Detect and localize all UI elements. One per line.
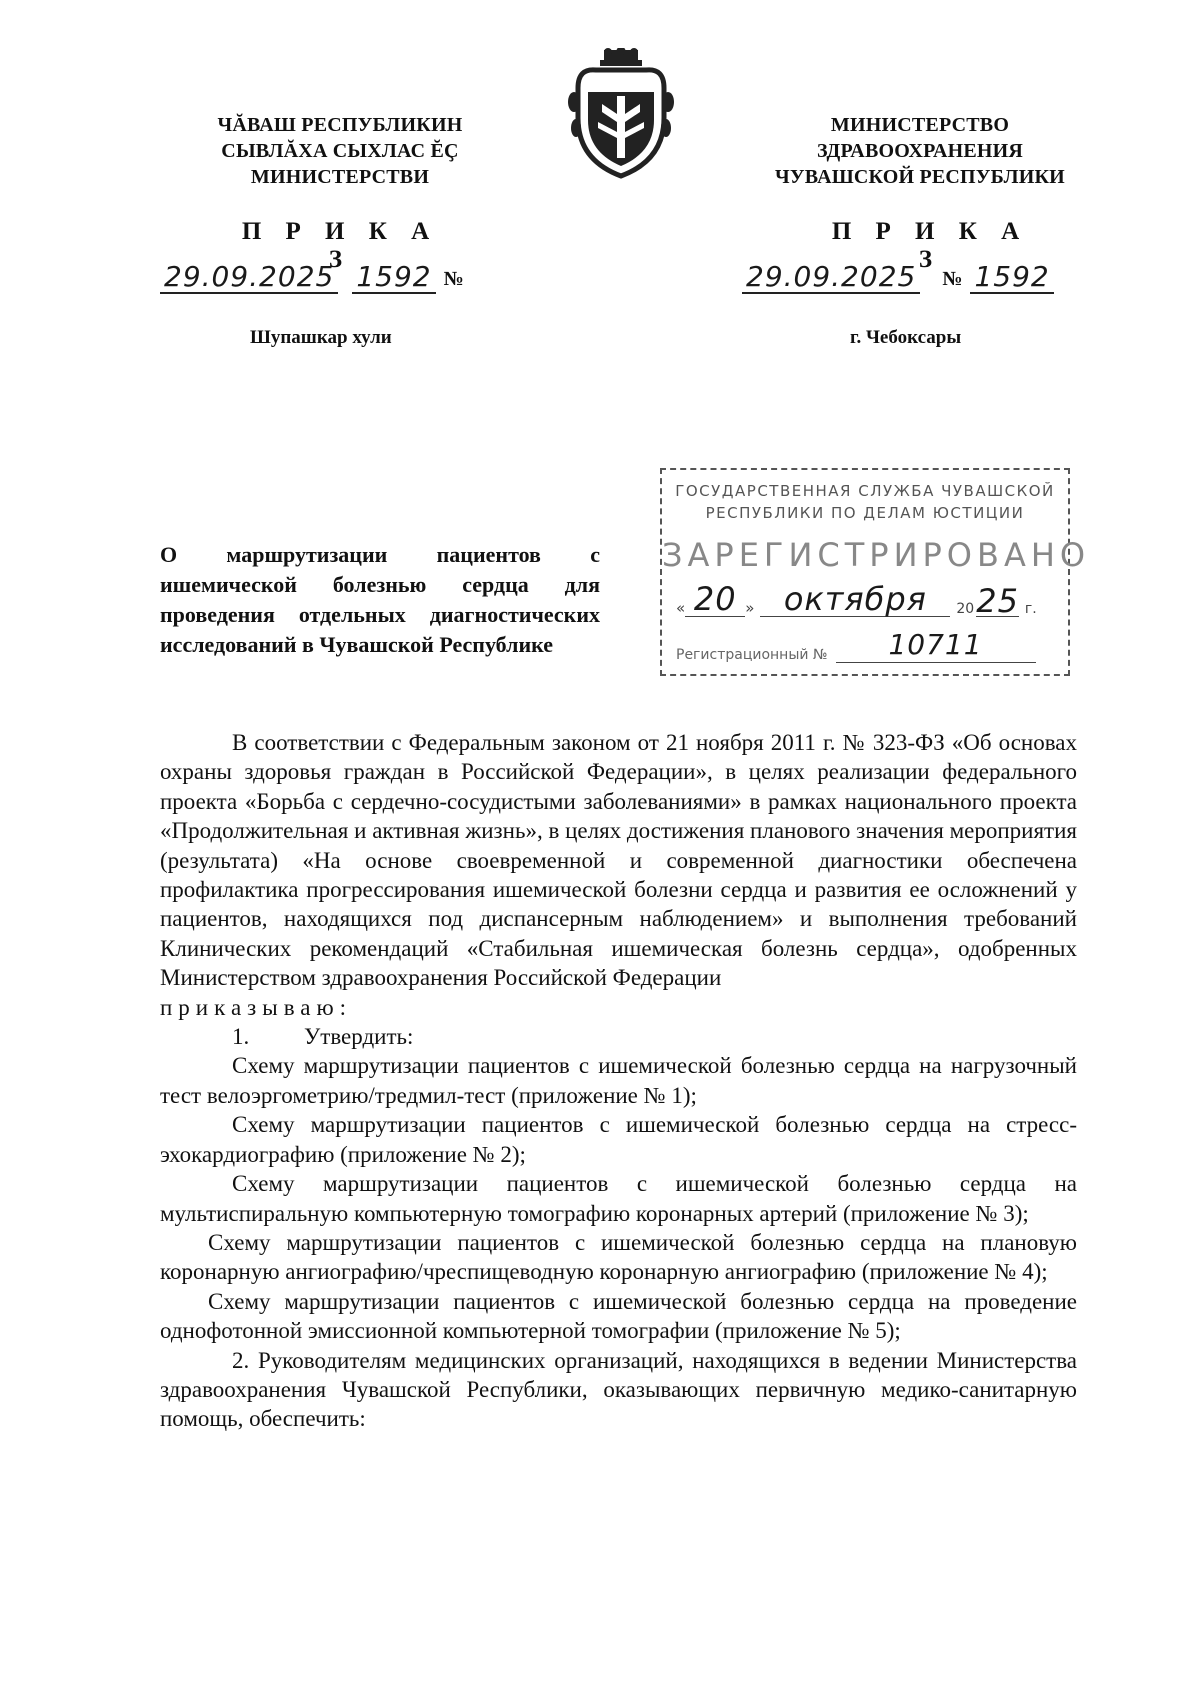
order-date-number-left bbox=[160, 262, 472, 294]
item-1 bbox=[160, 1022, 1077, 1051]
coat-of-arms-icon bbox=[566, 48, 676, 180]
document-body bbox=[160, 728, 1077, 1434]
order-heading-right: П Р И К А З bbox=[831, 218, 1029, 273]
order-heading-left: П Р И К А З bbox=[241, 218, 439, 273]
scheme-1: Схему маршрутизации пациентов с ишемической болезнью сердца на нагрузочный тест велоэргометрию/тредмил-тест (приложение № 1); bbox=[160, 1053, 1077, 1108]
number-sign-right: № bbox=[942, 268, 963, 290]
document-title: О маршрутизации пациентов с ишемической болезнью сердца для проведения отдельных диагностических исследований в Чувашской Республике bbox=[160, 542, 600, 657]
scheme-2: Схему маршрутизации пациентов с ишемической болезнью сердца на стресс-эхокардиографию (приложение № 2); bbox=[160, 1112, 1077, 1167]
header-left bbox=[170, 112, 510, 190]
preamble-paragraph: В соответствии с Федеральным законом от 21 ноября 2011 г. № 323-ФЗ «Об основах охраны здоровья граждан в Российской Федерации», в целях реализации федерального проекта «Борьба с сердечно-сосудистыми заболеваниями» в рамках национального проекта «Продолжительная и активная жизнь», в целях достижения планового значения мероприятия (результата) «На основе своевременной и современной диагностики обеспечена профилактика прогрессирования ишемической болезни сердца и развития ее осложнений у пациентов, находящихся под диспансерным наблюдением» и выполнения требований Клинических рекомендаций «Стабильная ишемическая болезнь сердца», одобренных Министерством здравоохранения Российской Федерации bbox=[160, 730, 1077, 991]
stamp-year-hand: 25 bbox=[976, 582, 1019, 620]
item-1-text: Утвердить: bbox=[304, 1024, 414, 1050]
order-date-number-right bbox=[742, 262, 1054, 294]
header-right-line: ЗДРАВООХРАНЕНИЯ bbox=[816, 140, 1024, 162]
order-number-right: 1592 bbox=[970, 262, 1053, 294]
scheme-4: Схему маршрутизации пациентов с ишемической болезнью сердца на плановую коронарную ангиографию/чреспищеводную коронарную ангиографию (приложение № 4); bbox=[160, 1229, 1077, 1285]
city-right: г. Чебоксары bbox=[850, 327, 962, 348]
scheme-5: Схему маршрутизации пациентов с ишемической болезнью сердца на проведение однофотонной эмиссионной компьютерной томографии (приложение № 5); bbox=[160, 1288, 1077, 1344]
header-left-line: ЧĂВАШ РЕСПУБЛИКИН bbox=[217, 114, 463, 136]
stamp-reg-value: 10711 bbox=[836, 628, 1036, 663]
header-left-line: СЫВЛĂХА СЫХЛАС ĔҪ bbox=[221, 140, 459, 162]
header-right bbox=[740, 112, 1100, 190]
item-2-paragraph: 2. Руководителям медицинских организаций, находящихся в ведении Министерства здравоохранения Чувашской Республики, оказывающих первичную медико-санитарную помощь, обеспечить: bbox=[160, 1347, 1077, 1432]
city-left: Шупашкар хули bbox=[250, 327, 392, 348]
stamp-reg-label: Регистрационный № bbox=[676, 647, 828, 663]
stamp-year-prefix: 20 bbox=[956, 601, 975, 617]
registration-stamp bbox=[660, 468, 1091, 676]
header-left-line: МИНИСТЕРСТВИ bbox=[250, 166, 430, 188]
header-right-line: ЧУВАШСКОЙ РЕСПУБЛИКИ bbox=[775, 166, 1065, 188]
stamp-registered: ЗАРЕГИСТРИРОВАНО bbox=[662, 536, 1091, 574]
order-number-left: 1592 bbox=[352, 262, 435, 294]
order-word: приказываю: bbox=[160, 994, 353, 1020]
stamp-month: октября bbox=[760, 582, 950, 617]
number-sign-left: № bbox=[443, 268, 464, 290]
order-date-left: 29.09.2025 bbox=[160, 262, 338, 294]
stamp-day: 20 bbox=[685, 582, 745, 617]
scheme-3: Схему маршрутизации пациентов с ишемической болезнью сердца на мультиспиральную компьютерную томографию коронарных артерий (приложение № 3); bbox=[160, 1171, 1077, 1226]
stamp-year-suffix: г. bbox=[1024, 601, 1037, 617]
stamp-registration-number bbox=[676, 628, 1061, 663]
header-right-line: МИНИСТЕРСТВО bbox=[830, 114, 1010, 136]
item-1-number: 1. bbox=[232, 1024, 250, 1050]
order-date-right: 29.09.2025 bbox=[742, 262, 920, 294]
stamp-date: « 20 » октября 20 25 г. bbox=[676, 580, 1037, 620]
stamp-agency-line2: РЕСПУБЛИКИ ПО ДЕЛАМ ЮСТИЦИИ bbox=[705, 504, 1025, 522]
stamp-agency-line1: ГОСУДАРСТВЕННАЯ СЛУЖБА ЧУВАШСКОЙ bbox=[675, 482, 1055, 500]
